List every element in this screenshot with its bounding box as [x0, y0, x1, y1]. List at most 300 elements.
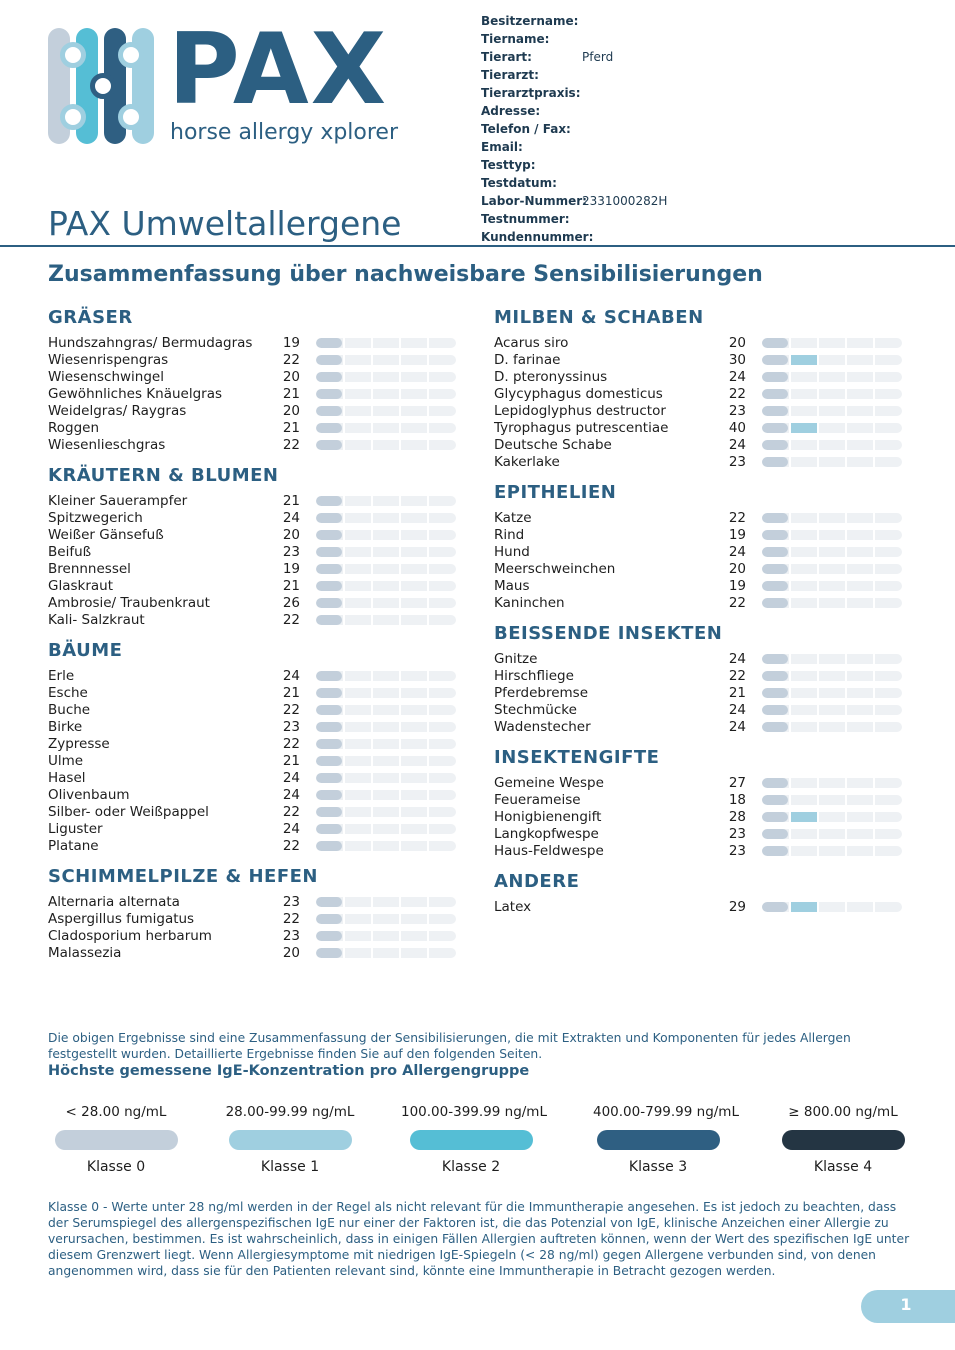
- summary-heading: Zusammenfassung über nachweisbare Sensibilisierungen: [48, 262, 763, 287]
- class-bar-fill: [762, 778, 788, 788]
- class-bar-divider: [371, 739, 373, 749]
- allergen-name: D. farinae: [494, 352, 561, 368]
- class-bar-fill: [762, 812, 788, 822]
- allergen-value: 24: [282, 510, 300, 526]
- class-bar-divider: [427, 688, 429, 698]
- class-bar-divider: [845, 581, 847, 591]
- allergen-value: 20: [282, 945, 300, 961]
- group-title: SCHIMMELPILZE & HEFEN: [48, 866, 318, 887]
- allergen-row: [494, 809, 904, 826]
- class-bar-divider: [817, 547, 819, 557]
- allergen-name: Gnitze: [494, 651, 538, 667]
- class-bar-divider: [427, 914, 429, 924]
- class-bar-divider: [873, 778, 875, 788]
- class-bar-divider: [343, 615, 345, 625]
- class-bar-divider: [427, 598, 429, 608]
- allergen-row: [494, 454, 904, 471]
- class-bar-divider: [371, 423, 373, 433]
- class-bar: [316, 581, 456, 591]
- class-bar: [316, 824, 456, 834]
- class-bar-fill-level: [790, 902, 818, 912]
- allergen-row: [494, 685, 904, 702]
- class-bar-divider: [845, 564, 847, 574]
- class-bar-divider: [817, 423, 819, 433]
- allergen-name: Latex: [494, 899, 532, 915]
- class-bar-divider: [343, 355, 345, 365]
- class-bar-divider: [371, 773, 373, 783]
- allergen-row: [494, 702, 904, 719]
- allergen-name: Feuerameise: [494, 792, 581, 808]
- allergen-row: [48, 403, 458, 420]
- class-bar: [316, 897, 456, 907]
- class-bar-divider: [399, 756, 401, 766]
- class-bar: [316, 807, 456, 817]
- allergen-row: [48, 685, 458, 702]
- class-bar-divider: [343, 897, 345, 907]
- class-bar: [316, 406, 456, 416]
- class-bar: [316, 530, 456, 540]
- allergen-row: [494, 899, 904, 916]
- class-bar-divider: [343, 513, 345, 523]
- class-bar-divider: [343, 406, 345, 416]
- allergen-name: Wiesenschwingel: [48, 369, 164, 385]
- class-bar-divider: [873, 902, 875, 912]
- group-title: KRÄUTERN & BLUMEN: [48, 465, 279, 486]
- info-row: [481, 210, 931, 228]
- info-label: Adresse:: [481, 104, 541, 118]
- allergen-name: Roggen: [48, 420, 100, 436]
- allergen-row: [48, 753, 458, 770]
- class-bar-divider: [873, 389, 875, 399]
- class-bar-divider: [427, 722, 429, 732]
- legend-range: < 28.00 ng/mL: [65, 1104, 167, 1120]
- class-bar: [316, 338, 456, 348]
- class-bar-fill: [316, 440, 342, 450]
- class-bar-fill: [762, 688, 788, 698]
- allergen-name: Acarus siro: [494, 335, 569, 351]
- class-bar-divider: [873, 513, 875, 523]
- class-bar-divider: [789, 778, 791, 788]
- allergen-value: 20: [728, 335, 746, 351]
- class-bar-divider: [817, 846, 819, 856]
- allergen-row: [48, 736, 458, 753]
- class-bar-divider: [873, 598, 875, 608]
- allergen-row: [494, 420, 904, 437]
- class-bar-divider: [343, 914, 345, 924]
- class-bar-divider: [817, 389, 819, 399]
- allergen-value: 30: [728, 352, 746, 368]
- class-bar-divider: [399, 824, 401, 834]
- class-bar-divider: [371, 705, 373, 715]
- class-bar-divider: [399, 338, 401, 348]
- allergen-row: [48, 578, 458, 595]
- allergen-value: 19: [282, 561, 300, 577]
- class-bar-divider: [343, 739, 345, 749]
- class-bar-divider: [817, 829, 819, 839]
- class-bar: [316, 948, 456, 958]
- class-bar-fill: [316, 355, 342, 365]
- allergen-value: 19: [728, 578, 746, 594]
- group-title: INSEKTENGIFTE: [494, 747, 660, 768]
- class-bar-fill: [316, 423, 342, 433]
- allergen-name: Gewöhnliches Knäuelgras: [48, 386, 223, 402]
- class-bar-divider: [817, 338, 819, 348]
- class-bar-divider: [789, 564, 791, 574]
- class-bar-divider: [427, 355, 429, 365]
- legend-item: [51, 1104, 181, 1175]
- allergen-row: [494, 437, 904, 454]
- class-bar-divider: [371, 355, 373, 365]
- allergen-value: 24: [282, 668, 300, 684]
- class-bar-fill: [316, 773, 342, 783]
- class-bar-divider: [845, 688, 847, 698]
- legend-range: 100.00-399.99 ng/mL: [401, 1104, 547, 1120]
- class-bar-divider: [845, 457, 847, 467]
- legend-class-label: Klasse 0: [86, 1159, 146, 1175]
- class-bar-divider: [845, 530, 847, 540]
- info-value: Pferd: [582, 50, 614, 64]
- class-bar-divider: [789, 829, 791, 839]
- allergen-value: 22: [282, 437, 300, 453]
- class-bar: [762, 530, 902, 540]
- class-bar-fill: [316, 705, 342, 715]
- class-bar-divider: [873, 457, 875, 467]
- class-bar-fill: [762, 355, 788, 365]
- allergen-value: 21: [282, 753, 300, 769]
- class-bar-divider: [789, 389, 791, 399]
- allergen-value: 22: [282, 702, 300, 718]
- allergen-row: [494, 561, 904, 578]
- class-bar-divider: [343, 530, 345, 540]
- class-bar-divider: [343, 688, 345, 698]
- class-bar-fill: [316, 790, 342, 800]
- info-row: [481, 30, 931, 48]
- class-bar-divider: [427, 671, 429, 681]
- class-bar: [762, 722, 902, 732]
- class-bar-divider: [427, 790, 429, 800]
- allergen-group: [48, 639, 458, 855]
- allergen-name: Hirschfliege: [494, 668, 574, 684]
- class-bar-fill: [316, 513, 342, 523]
- class-bar-divider: [427, 948, 429, 958]
- allergen-group: [494, 481, 904, 612]
- class-bar-divider: [371, 671, 373, 681]
- allergen-row: [48, 702, 458, 719]
- info-label: Kundennummer:: [481, 230, 594, 244]
- class-bar-divider: [399, 513, 401, 523]
- class-bar-divider: [399, 496, 401, 506]
- class-bar-divider: [427, 739, 429, 749]
- allergen-value: 23: [282, 719, 300, 735]
- class-bar-fill: [762, 530, 788, 540]
- class-bar-divider: [817, 722, 819, 732]
- allergen-row: [48, 821, 458, 838]
- class-bar-divider: [789, 372, 791, 382]
- class-bar-divider: [371, 496, 373, 506]
- allergen-name: Esche: [48, 685, 88, 701]
- class-bar-fill: [316, 897, 342, 907]
- class-bar-divider: [789, 547, 791, 557]
- class-bar-divider: [873, 654, 875, 664]
- allergen-name: Platane: [48, 838, 99, 854]
- info-row: [481, 228, 931, 246]
- allergen-group: [494, 622, 904, 736]
- class-bar: [316, 756, 456, 766]
- class-bar-fill: [762, 440, 788, 450]
- class-bar-fill: [762, 902, 788, 912]
- class-bar-divider: [873, 547, 875, 557]
- class-bar-divider: [371, 722, 373, 732]
- class-bar-divider: [845, 406, 847, 416]
- info-row: [481, 192, 931, 210]
- class-bar: [316, 355, 456, 365]
- class-bar: [316, 688, 456, 698]
- class-bar-divider: [399, 739, 401, 749]
- class-bar-divider: [371, 914, 373, 924]
- info-label: Tiername:: [481, 32, 550, 46]
- class-bar-fill: [762, 829, 788, 839]
- legend-range: 400.00-799.99 ng/mL: [593, 1104, 739, 1120]
- class-bar: [762, 829, 902, 839]
- class-bar: [316, 513, 456, 523]
- class-bar-fill: [316, 372, 342, 382]
- class-bar: [762, 440, 902, 450]
- info-label: Email:: [481, 140, 523, 154]
- allergen-name: Spitzwegerich: [48, 510, 143, 526]
- class-bar-divider: [371, 897, 373, 907]
- allergen-value: 21: [282, 493, 300, 509]
- group-title: GRÄSER: [48, 307, 133, 328]
- class-bar-fill: [316, 389, 342, 399]
- class-bar: [316, 931, 456, 941]
- class-bar-fill: [762, 722, 788, 732]
- class-bar-divider: [399, 581, 401, 591]
- allergen-row: [494, 719, 904, 736]
- class-bar-divider: [789, 671, 791, 681]
- class-bar: [762, 902, 902, 912]
- class-bar: [316, 841, 456, 851]
- class-bar-divider: [817, 688, 819, 698]
- class-bar-divider: [845, 372, 847, 382]
- class-bar-divider: [789, 440, 791, 450]
- class-bar-divider: [873, 372, 875, 382]
- class-bar-divider: [399, 423, 401, 433]
- class-bar: [316, 423, 456, 433]
- allergen-name: Weidelgras/ Raygras: [48, 403, 187, 419]
- allergen-row: [494, 651, 904, 668]
- class-bar-divider: [789, 423, 791, 433]
- class-bar-divider: [873, 846, 875, 856]
- class-bar: [316, 722, 456, 732]
- allergen-name: Pferdebremse: [494, 685, 589, 701]
- allergen-row: [494, 386, 904, 403]
- class-bar: [762, 338, 902, 348]
- allergen-row: [48, 352, 458, 369]
- allergen-value: 23: [282, 544, 300, 560]
- allergen-name: Buche: [48, 702, 91, 718]
- class-bar-divider: [845, 547, 847, 557]
- class-bar-divider: [343, 756, 345, 766]
- allergen-name: Ulme: [48, 753, 84, 769]
- allergen-value: 21: [282, 420, 300, 436]
- class-bar-divider: [845, 846, 847, 856]
- allergen-row: [48, 386, 458, 403]
- class-bar-divider: [873, 795, 875, 805]
- allergen-value: 22: [282, 838, 300, 854]
- allergen-name: Meerschweinchen: [494, 561, 616, 577]
- class-bar-divider: [873, 812, 875, 822]
- allergen-name: Wiesenlieschgras: [48, 437, 166, 453]
- group-title: BÄUME: [48, 640, 123, 661]
- legend-class-label: Klasse 1: [260, 1159, 320, 1175]
- class-bar-divider: [873, 406, 875, 416]
- class-bar-divider: [399, 931, 401, 941]
- class-bar-divider: [343, 581, 345, 591]
- allergen-row: [494, 369, 904, 386]
- allergen-name: Rind: [494, 527, 525, 543]
- class-bar-divider: [427, 496, 429, 506]
- class-bar: [762, 372, 902, 382]
- allergen-row: [494, 335, 904, 352]
- allergen-row: [48, 719, 458, 736]
- class-bar-divider: [845, 671, 847, 681]
- class-bar-divider: [371, 688, 373, 698]
- class-bar-divider: [789, 338, 791, 348]
- allergen-value: 24: [728, 719, 746, 735]
- allergen-name: Glycyphagus domesticus: [494, 386, 663, 402]
- class-bar-divider: [873, 722, 875, 732]
- allergen-name: Kleiner Sauerampfer: [48, 493, 188, 509]
- class-bar-divider: [343, 841, 345, 851]
- allergen-row: [48, 838, 458, 855]
- class-bar-divider: [371, 530, 373, 540]
- class-bar-divider: [789, 406, 791, 416]
- results-disclaimer: Die obigen Ergebnisse sind eine Zusammenfassung der Sensibilisierungen, die mit Extrakten und Komponenten für jedes Allergen festgestellt wurden. Detaillierte Ergebnisse finden Sie auf den folgenden Seiten.: [48, 1031, 851, 1061]
- class-bar: [316, 564, 456, 574]
- class-bar-divider: [371, 931, 373, 941]
- class-bar-divider: [845, 338, 847, 348]
- allergen-value: 22: [282, 736, 300, 752]
- info-label: Tierarztpraxis:: [481, 86, 581, 100]
- group-title: MILBEN & SCHABEN: [494, 307, 704, 328]
- legend-swatch: [55, 1130, 178, 1150]
- class-bar-divider: [427, 338, 429, 348]
- allergen-value: 23: [728, 403, 746, 419]
- allergen-value: 24: [728, 651, 746, 667]
- allergen-name: Stechmücke: [494, 702, 577, 718]
- class-bar-divider: [343, 671, 345, 681]
- class-bar-fill: [316, 824, 342, 834]
- allergen-group: [48, 464, 458, 629]
- class-bar-divider: [343, 564, 345, 574]
- legend-class-label: Klasse 2: [441, 1159, 501, 1175]
- allergen-value: 22: [282, 911, 300, 927]
- allergen-row: [48, 420, 458, 437]
- info-value: 2331000282H: [582, 194, 668, 208]
- class-bar-divider: [789, 457, 791, 467]
- allergen-row: [494, 792, 904, 809]
- group-title: ANDERE: [494, 871, 580, 892]
- legend-swatch: [782, 1130, 905, 1150]
- allergen-name: D. pteronyssinus: [494, 369, 608, 385]
- class-bar-divider: [371, 389, 373, 399]
- class-bar-divider: [343, 705, 345, 715]
- allergen-row: [48, 493, 458, 510]
- allergen-name: Zypresse: [48, 736, 110, 752]
- class-bar-divider: [789, 654, 791, 664]
- allergen-row: [48, 787, 458, 804]
- class-bar-fill: [316, 756, 342, 766]
- class-bar-fill: [762, 705, 788, 715]
- allergen-value: 23: [728, 454, 746, 470]
- class-bar-divider: [371, 790, 373, 800]
- class-bar: [762, 457, 902, 467]
- allergen-group: [48, 306, 458, 454]
- allergen-row: [48, 804, 458, 821]
- allergen-value: 20: [282, 527, 300, 543]
- class-bar-divider: [789, 688, 791, 698]
- class-bar-divider: [343, 372, 345, 382]
- class-bar-fill: [762, 846, 788, 856]
- allergen-value: 24: [282, 787, 300, 803]
- class-bar-divider: [343, 440, 345, 450]
- page-number: 1: [900, 1295, 912, 1314]
- class-bar: [762, 671, 902, 681]
- allergen-value: 20: [728, 561, 746, 577]
- allergen-row: [48, 770, 458, 787]
- class-bar: [316, 914, 456, 924]
- legend-item: [593, 1104, 739, 1175]
- class-bar-fill: [316, 615, 342, 625]
- allergen-row: [494, 403, 904, 420]
- allergen-name: Langkopfwespe: [494, 826, 599, 842]
- allergen-row: [48, 595, 458, 612]
- class-bar: [762, 355, 902, 365]
- class-bar-fill: [762, 581, 788, 591]
- class-bar-divider: [845, 902, 847, 912]
- allergen-value: 27: [728, 775, 746, 791]
- class-bar-divider: [427, 841, 429, 851]
- allergen-value: 22: [728, 510, 746, 526]
- allergen-value: 23: [282, 894, 300, 910]
- allergen-name: Glaskraut: [48, 578, 114, 594]
- class-bar-fill: [762, 564, 788, 574]
- class-bar-divider: [845, 389, 847, 399]
- class-bar: [316, 790, 456, 800]
- allergen-name: Aspergillus fumigatus: [48, 911, 195, 927]
- class-bar-divider: [371, 598, 373, 608]
- class-bar-divider: [789, 355, 791, 365]
- class-bar-divider: [817, 513, 819, 523]
- class-bar-divider: [427, 440, 429, 450]
- class-bar-fill: [316, 807, 342, 817]
- info-row: [481, 174, 931, 192]
- class-bar-divider: [399, 389, 401, 399]
- class-bar: [316, 372, 456, 382]
- class-bar-divider: [845, 812, 847, 822]
- allergen-value: 21: [282, 578, 300, 594]
- class-bar-fill: [316, 914, 342, 924]
- allergen-value: 22: [282, 612, 300, 628]
- allergen-row: [48, 527, 458, 544]
- legend-range: ≥ 800.00 ng/mL: [788, 1104, 898, 1120]
- allergen-value: 20: [282, 403, 300, 419]
- class-bar-divider: [399, 440, 401, 450]
- class-bar-divider: [845, 795, 847, 805]
- allergen-name: Alternaria alternata: [48, 894, 180, 910]
- info-label: Besitzername:: [481, 14, 579, 28]
- class-bar-divider: [873, 338, 875, 348]
